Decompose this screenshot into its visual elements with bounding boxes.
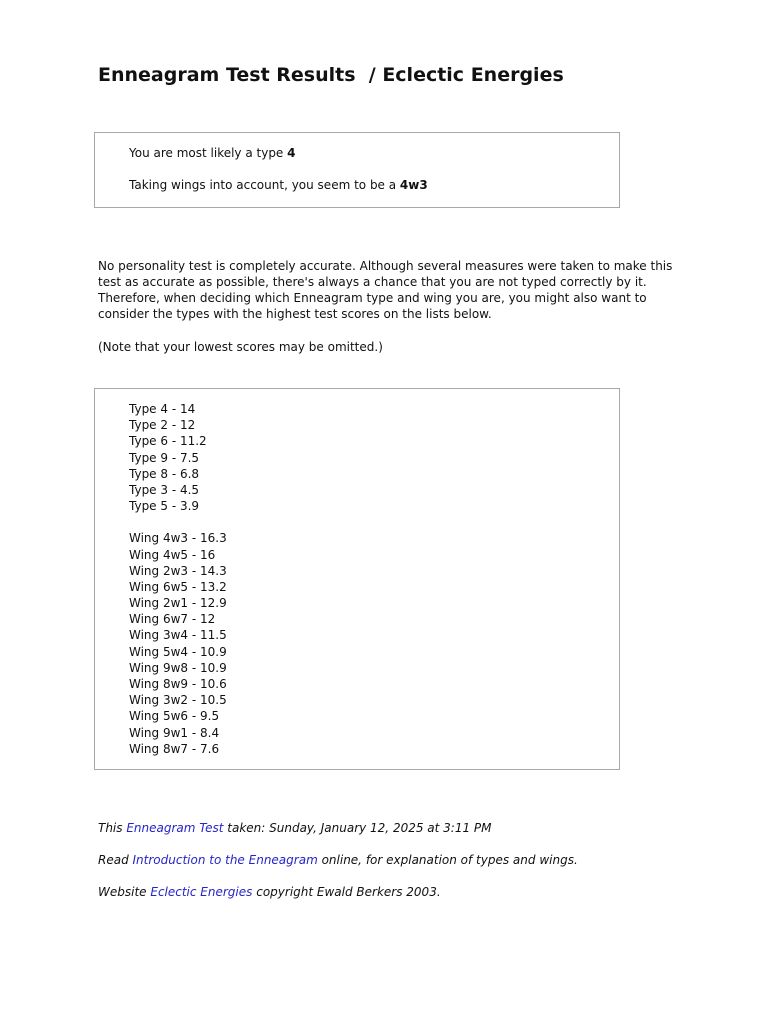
taken-date: taken: Sunday, January 12, 2025 at 3:11 PM — [223, 821, 492, 835]
wing-score-item: Wing 2w1 - 12.9 — [129, 596, 227, 611]
intro-enneagram-link[interactable]: Introduction to the Enneagram — [132, 853, 318, 867]
wing-score-item: Wing 9w1 - 8.4 — [129, 725, 220, 740]
result-summary-box — [94, 132, 620, 208]
type-score-item: Type 9 - 7.5 — [129, 450, 200, 465]
type-score-item: Type 6 - 11.2 — [129, 434, 207, 449]
site-prefix: Website — [98, 885, 151, 899]
read-prefix: Read — [98, 853, 133, 867]
taken-prefix: This — [98, 821, 127, 835]
most-likely-type — [129, 145, 619, 161]
type-prefix: You are most likely a type — [129, 146, 288, 160]
type-score-item: Type 3 - 4.5 — [129, 482, 200, 497]
type-score-item: Type 2 - 12 — [129, 418, 196, 433]
type-scores-list — [129, 401, 619, 514]
wing-score-item: Wing 4w3 - 16.3 — [129, 531, 227, 546]
wing-result — [129, 177, 619, 193]
wing-score-item: Wing 4w5 - 16 — [129, 547, 216, 562]
wing-score-item: Wing 8w7 - 7.6 — [129, 741, 220, 756]
copyright-line — [98, 884, 441, 900]
wing-score-item: Wing 9w8 - 10.9 — [129, 660, 227, 675]
wing-score-item: Wing 5w6 - 9.5 — [129, 709, 220, 724]
wing-score-item: Wing 3w2 - 10.5 — [129, 693, 227, 708]
eclectic-energies-link[interactable]: Eclectic Energies — [150, 885, 253, 899]
type-score-item: Type 8 - 6.8 — [129, 466, 200, 481]
wing-prefix: Taking wings into account, you seem to be a — [129, 178, 400, 192]
page-title: Enneagram Test Results / Eclectic Energies — [98, 64, 564, 86]
test-taken-line — [98, 820, 492, 836]
wing-scores-list — [129, 530, 619, 757]
copyright-text: copyright Ewald Berkers 2003. — [252, 885, 441, 899]
wing-score-item: Wing 6w7 - 12 — [129, 612, 216, 627]
accuracy-disclaimer: No personality test is completely accurate. Although several measures were taken to make this test as accurate as possible, there's always a chance that you are not typed correctly by it. Therefore, when deciding which Enneagram type and wing you are, you might also want to consider the types with the highest test scores on the lists below. — [98, 259, 673, 321]
type-value: 4 — [287, 146, 296, 160]
read-intro-line — [98, 852, 578, 868]
wing-score-item: Wing 6w5 - 13.2 — [129, 579, 227, 594]
type-score-item: Type 5 - 3.9 — [129, 499, 200, 514]
wing-score-item: Wing 2w3 - 14.3 — [129, 563, 227, 578]
read-suffix: online, for explanation of types and wings. — [317, 853, 578, 867]
wing-score-item: Wing 5w4 - 10.9 — [129, 644, 227, 659]
wing-score-item: Wing 3w4 - 11.5 — [129, 628, 227, 643]
wing-value: 4w3 — [399, 178, 428, 192]
type-score-item: Type 4 - 14 — [129, 402, 196, 416]
omitted-scores-note: (Note that your lowest scores may be omitted.) — [98, 340, 383, 354]
wing-score-item: Wing 8w9 - 10.6 — [129, 677, 227, 691]
scores-box — [94, 388, 620, 770]
enneagram-test-link[interactable]: Enneagram Test — [126, 821, 224, 835]
